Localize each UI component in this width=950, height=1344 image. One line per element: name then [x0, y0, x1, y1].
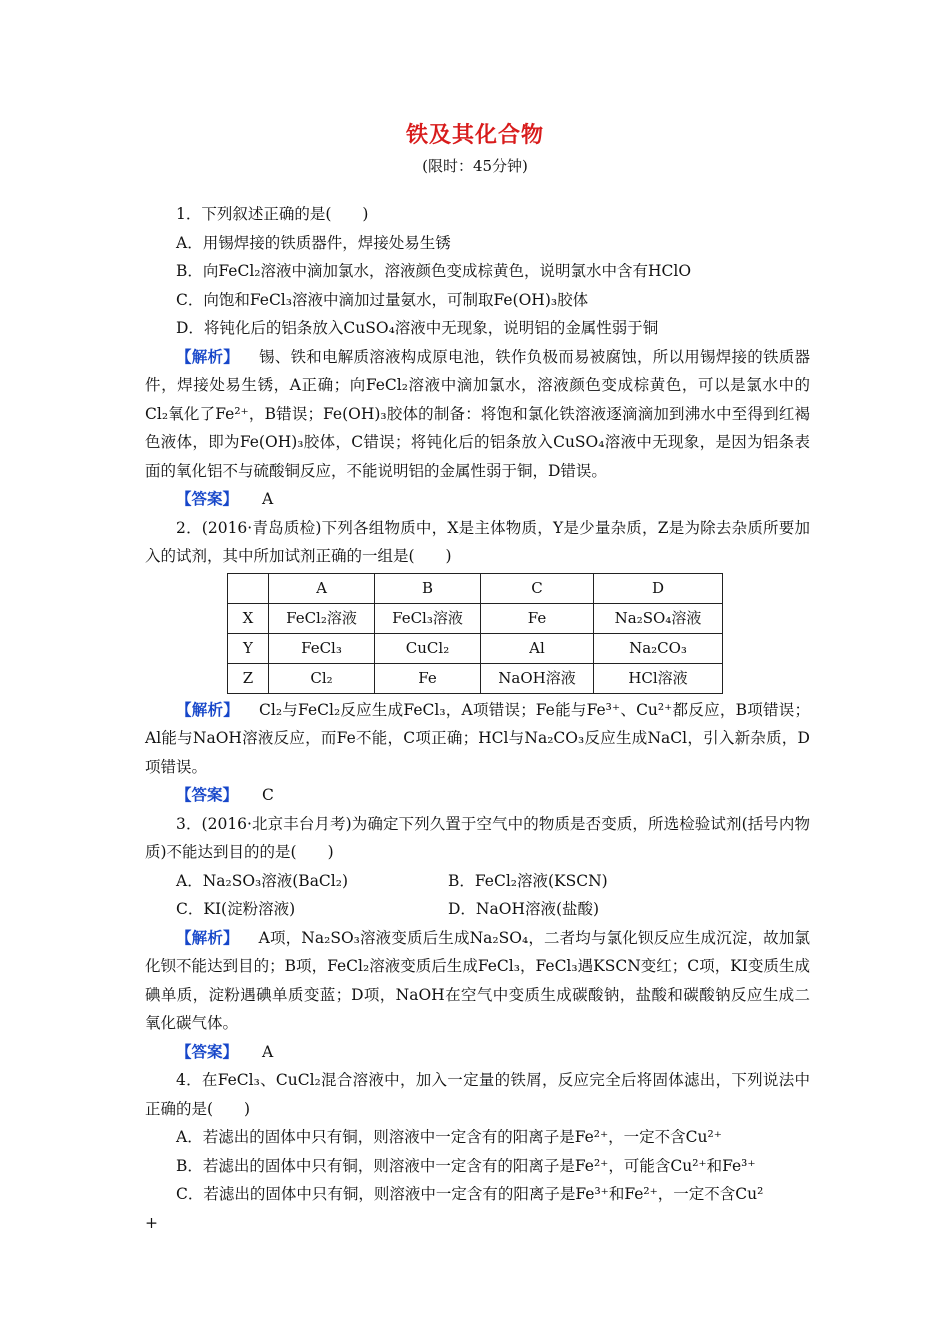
q2-analysis-text: Cl₂与FeCl₂反应生成FeCl₃，A项错误；Fe能与Fe³⁺、Cu²⁺都反应，B项错误；Al能与NaOH溶液反应，而Fe不能，C项正确；HCl与Na₂CO₃反应生成NaCl，引入新杂质，D项错误。: [145, 700, 810, 776]
q3-answer: [145, 1038, 810, 1067]
table-cell: Fe: [375, 663, 481, 693]
q3-analysis-text: A项，Na₂SO₃溶液变质后生成Na₂SO₄，二者均与氯化钡反应生成沉淀，故加氯化钡不能达到目的；B项，FeCl₂溶液变质后生成FeCl₃，FeCl₃遇KSCN变红；C项，KI变质生成碘单质，淀粉遇碘单质变蓝；D项，NaOH在空气中变质生成碳酸钠，盐酸和碳酸钠反应生成二氧化碳气体。: [145, 928, 810, 1032]
table-header-row: [228, 573, 723, 603]
table-cell: Al: [481, 633, 594, 663]
q2-stem: 2．(2016·青岛质检)下列各组物质中，X是主体物质，Y是少量杂质，Z是为除去杂质所要加入的试剂，其中所加试剂正确的一组是( ): [145, 518, 810, 565]
q4-option-a: A．若滤出的固体中只有铜，则溶液中一定含有的阳离子是Fe²⁺，一定不含Cu²⁺: [176, 1128, 722, 1146]
table-cell: Fe: [481, 603, 594, 633]
table-header-c: C: [481, 573, 594, 603]
page-title: 铁及其化合物: [405, 122, 544, 148]
q3-option-c: C．KI(淀粉溶液): [176, 900, 296, 918]
q1-option-a: A．用锡焊接的铁质器件，焊接处易生锈: [176, 233, 451, 252]
answer-label: 【答案】: [176, 785, 239, 804]
answer-label: 【答案】: [176, 1041, 239, 1061]
table-header-a: A: [269, 573, 375, 603]
analysis-label: 【解析】: [176, 346, 239, 366]
q3-options-row-1: [145, 867, 810, 896]
q1-analysis: [145, 343, 810, 486]
q1-answer: [145, 485, 810, 514]
table-cell: Na₂CO₃: [594, 633, 723, 663]
document-body: [145, 200, 810, 1237]
q2-answer-value: C: [262, 786, 274, 804]
answer-label: 【答案】: [176, 489, 239, 508]
q1-option-b: B．向FeCl₂溶液中滴加氯水，溶液颜色变成棕黄色，说明氯水中含有HClO: [176, 262, 692, 280]
q3-option-d: D．NaOH溶液(盐酸): [448, 900, 600, 918]
table-header-b: B: [375, 573, 481, 603]
table-row: [228, 603, 723, 633]
q3-options-row-2: [145, 895, 810, 924]
analysis-label: 【解析】: [176, 699, 240, 719]
q3-option-b: B．FeCl₂溶液(KSCN): [448, 871, 608, 890]
q1-option-c: C．向饱和FeCl₃溶液中滴加过量氨水，可制取Fe(OH)₃胶体: [176, 290, 589, 309]
table-cell: FeCl₃: [269, 633, 375, 663]
q1-option-d: D．将钝化后的铝条放入CuSO₄溶液中无现象，说明铝的金属性弱于铜: [176, 319, 659, 337]
table-cell: Na₂SO₄溶液: [594, 603, 723, 633]
table-cell: Cl₂: [269, 663, 375, 693]
table-row-label: X: [228, 603, 269, 633]
table-header-d: D: [594, 573, 723, 603]
q3-option-a: A．Na₂SO₃溶液(BaCl₂): [176, 871, 349, 890]
q1-analysis-text: 锡、铁和电解质溶液构成原电池，铁作负极而易被腐蚀，所以用锡焊接的铁质器件，焊接处易生锈，A正确；向FeCl₂溶液中滴加氯水，溶液颜色变成棕黄色，可以是氯水中的Cl₂氧化了Fe²⁺，B错误；Fe(OH)₃胶体的制备：将饱和氯化铁溶液逐滴滴加到沸水中至得到红褐色液体，即为Fe(OH)₃胶体，C错误；将钝化后的铝条放入CuSO₄溶液中无现象，是因为铝条表面的氧化铝不与硫酸铜反应，不能说明铝的金属性弱于铜，D错误。: [145, 347, 810, 480]
table-cell: HCl溶液: [594, 663, 723, 693]
q1-answer-value: A: [262, 490, 274, 508]
q4-option-c-continuation: +: [145, 1213, 158, 1232]
table-row: [228, 633, 723, 663]
time-limit: (限时：45分钟): [422, 157, 528, 175]
q4-stem: 4．在FeCl₃、CuCl₂混合溶液中，加入一定量的铁屑，反应完全后将固体滤出，下列说法中正确的是( ): [145, 1071, 810, 1118]
table-cell: CuCl₂: [375, 633, 481, 663]
q3-answer-value: A: [262, 1042, 274, 1061]
q2-answer: [145, 781, 810, 810]
table-cell: FeCl₂溶液: [269, 603, 375, 633]
analysis-label: 【解析】: [176, 927, 239, 947]
table-row: [228, 663, 723, 693]
table-row-label: Z: [228, 663, 269, 693]
q4-option-c: C．若滤出的固体中只有铜，则溶液中一定含有的阳离子是Fe³⁺和Fe²⁺，一定不含Cu²: [176, 1185, 764, 1203]
q3-analysis: [145, 924, 810, 1038]
q3-stem: 3．(2016·北京丰台月考)为确定下列久置于空气中的物质是否变质，所选检验试剂(括号内物质)不能达到目的的是( ): [145, 814, 810, 861]
table-row-label: Y: [228, 633, 269, 663]
q2-analysis: [145, 696, 810, 782]
q1-stem: 1．下列叙述正确的是( ): [176, 205, 369, 223]
table-cell: NaOH溶液: [481, 663, 594, 693]
table-cell: FeCl₃溶液: [375, 603, 481, 633]
q2-table: [227, 573, 723, 694]
q4-option-b: B．若滤出的固体中只有铜，则溶液中一定含有的阳离子是Fe²⁺，可能含Cu²⁺和Fe³⁺: [176, 1156, 756, 1175]
table-cell: [228, 573, 269, 603]
